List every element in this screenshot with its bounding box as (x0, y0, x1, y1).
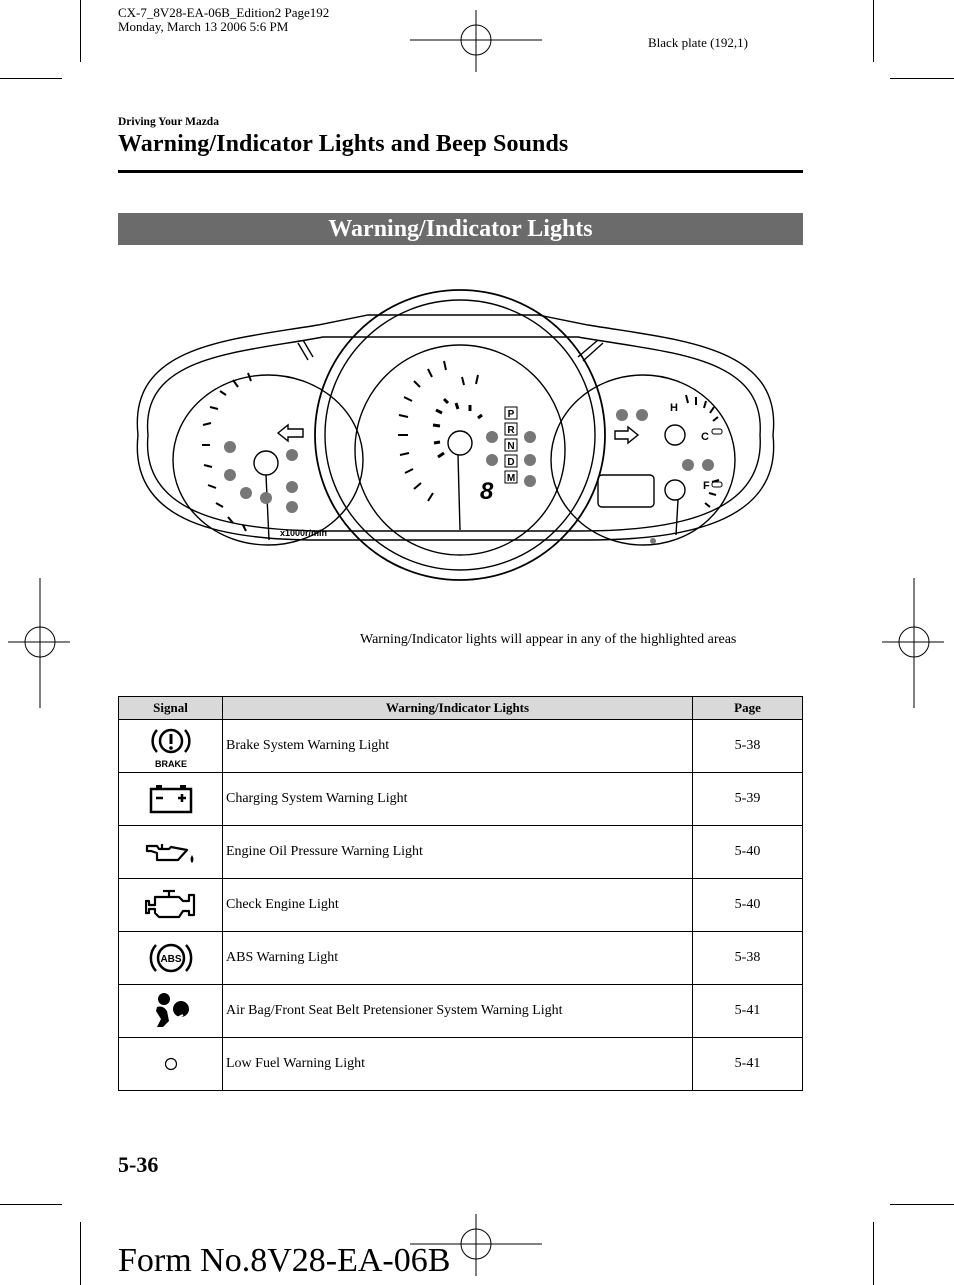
form-number: Form No.8V28-EA-06B (118, 1242, 451, 1279)
light-name-cell: Charging System Warning Light (223, 773, 693, 826)
signal-column-header: Signal (119, 697, 223, 720)
plate-label: Black plate (192,1) (648, 35, 748, 50)
page-ref-cell: 5-38 (693, 932, 803, 985)
signal-cell (119, 985, 223, 1038)
gear-letter-m: M (506, 473, 516, 484)
light-name-cell: Low Fuel Warning Light (223, 1038, 693, 1091)
light-name-cell: ABS Warning Light (223, 932, 693, 985)
registration-mark-top (410, 10, 542, 72)
registration-mark-right (882, 578, 944, 708)
light-name-cell: Engine Oil Pressure Warning Light (223, 826, 693, 879)
light-name-cell: Air Bag/Front Seat Belt Pretensioner System Warning Light (223, 985, 693, 1038)
signal-cell (119, 1038, 223, 1091)
title-rule (118, 170, 803, 173)
section-label: Driving Your Mazda (118, 116, 219, 128)
print-header (118, 6, 329, 34)
section-banner: Warning/Indicator Lights (118, 213, 803, 245)
page-ref-cell: 5-39 (693, 773, 803, 826)
page-ref-cell: 5-41 (693, 1038, 803, 1091)
signal-cell (119, 720, 223, 773)
fuel-full-label: F (703, 480, 710, 492)
page-ref-cell: 5-41 (693, 985, 803, 1038)
table-row (119, 879, 803, 932)
brake-icon-text: BRAKE (154, 759, 187, 769)
table-row (119, 773, 803, 826)
print-header-file: CX-7_8V28-EA-06B_Edition2 Page192 (118, 5, 330, 20)
gear-digit-display: 8 (480, 478, 494, 505)
temp-hot-label: H (670, 402, 678, 414)
gear-letter-p: P (507, 409, 515, 420)
abs-icon-text: ABS (159, 954, 182, 965)
gear-letter-n: N (507, 441, 515, 452)
brake-warning-icon (148, 723, 194, 769)
table-row (119, 720, 803, 773)
gear-letter-r: R (507, 425, 515, 436)
temp-cold-label: C (701, 431, 709, 443)
gear-letter-d: D (507, 457, 515, 468)
airbag-icon (151, 991, 191, 1031)
light-name-cell: Brake System Warning Light (223, 720, 693, 773)
table-row (119, 985, 803, 1038)
table-row (119, 826, 803, 879)
light-name-cell: Check Engine Light (223, 879, 693, 932)
warning-lights-table (118, 696, 803, 1091)
engine-icon (145, 887, 197, 923)
signal-cell (119, 773, 223, 826)
registration-mark-left (8, 578, 70, 708)
table-header-row (119, 697, 803, 720)
page-number: 5-36 (118, 1152, 159, 1177)
page-ref-cell: 5-38 (693, 720, 803, 773)
low-fuel-circle-icon (163, 1056, 179, 1072)
cluster-caption: Warning/Indicator lights will appear in any of the highlighted areas (360, 632, 737, 647)
table-row (119, 1038, 803, 1091)
page-column-header: Page (693, 697, 803, 720)
page-ref-cell: 5-40 (693, 826, 803, 879)
signal-cell (119, 826, 223, 879)
signal-cell (119, 879, 223, 932)
instrument-cluster-illustration (118, 285, 790, 585)
print-header-date: Monday, March 13 2006 5:6 PM (118, 19, 289, 34)
page-title: Warning/Indicator Lights and Beep Sounds (118, 131, 569, 157)
table-row (119, 932, 803, 985)
tach-unit-label: x1000r/min (280, 528, 328, 538)
page-ref-cell: 5-40 (693, 879, 803, 932)
battery-icon (148, 783, 194, 815)
signal-cell (119, 932, 223, 985)
lights-column-header: Warning/Indicator Lights (223, 697, 693, 720)
oil-can-icon (145, 838, 197, 866)
abs-icon (148, 938, 194, 978)
